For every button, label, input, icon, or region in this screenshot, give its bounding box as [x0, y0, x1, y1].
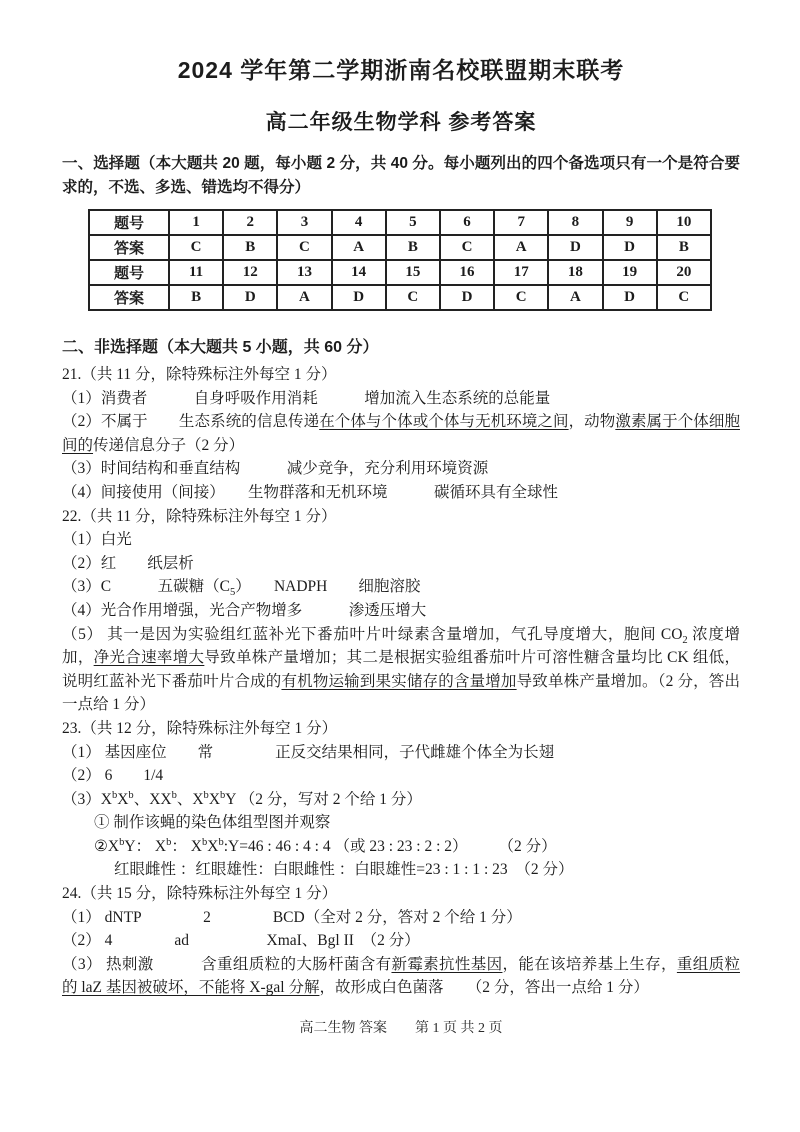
answer-line — [62, 811, 740, 835]
text-segment: b — [111, 789, 118, 801]
text-segment: 24.（共 15 分，除特殊标注外每空 1 分） — [62, 885, 338, 903]
text-segment: （2）红 纸层析 — [62, 554, 194, 572]
text-segment: 、XX — [133, 790, 172, 808]
answer-cell: 4 — [332, 210, 386, 235]
text-segment: X — [117, 790, 129, 808]
answer-line — [62, 929, 740, 953]
answer-line — [62, 410, 740, 457]
text-segment: 2 — [682, 634, 688, 646]
text-segment: （2） 6 1/4 — [62, 767, 164, 785]
answer-cell: A — [332, 235, 386, 260]
text-segment: 23.（共 12 分，除特殊标注外每空 1 分） — [62, 719, 338, 737]
table-row — [89, 260, 711, 285]
text-segment: ） NADPH 细胞溶胶 — [235, 578, 421, 596]
answer-cell: 6 — [440, 210, 494, 235]
answer-cell: 1 — [169, 210, 223, 235]
answer-cell: B — [386, 235, 440, 260]
text-segment: （1）白光 — [62, 531, 132, 549]
answer-cell: B — [223, 235, 277, 260]
answer-cell: D — [223, 285, 277, 310]
answer-table-body — [89, 210, 711, 310]
text-segment: （2） 4 ad XmaI、Bgl II （2 分） — [62, 932, 420, 950]
answer-cell: 11 — [169, 260, 223, 285]
text-segment: （3）C 五碳糖（C — [62, 578, 230, 596]
answer-line — [62, 599, 740, 623]
answer-line — [62, 764, 740, 788]
answer-cell: 20 — [657, 260, 711, 285]
answer-cell: C — [494, 285, 548, 310]
page-footer: 高二生物 答案 第 1 页 共 2 页 — [299, 1021, 503, 1037]
answer-cell: D — [603, 235, 657, 260]
text-segment: ： X — [171, 837, 202, 855]
answer-line — [62, 481, 740, 505]
answers-body — [62, 363, 740, 1000]
text-segment: ① 制作该蝇的染色体组型图并观察 — [94, 814, 331, 832]
answer-line — [62, 363, 740, 387]
answer-cell: 3 — [277, 210, 331, 235]
text-segment: b — [203, 789, 209, 801]
text-segment: （1） 基因座位 常 正反交结果相同，子代雌雄个体全为长翅 — [62, 743, 555, 761]
answer-cell: 2 — [223, 210, 277, 235]
answer-cell: B — [657, 235, 711, 260]
answer-cell: C — [386, 285, 440, 310]
text-segment: （1）消费者 自身呼吸作用消耗 增加流入生态系统的总能量 — [62, 389, 551, 407]
text-segment: b — [218, 836, 224, 848]
text-segment: ，动物 — [568, 413, 616, 431]
page-title: 2024 学年第二学期浙南名校联盟期末联考 — [177, 57, 625, 83]
underlined-text: 在个体与个体或个体与无机环境之间 — [319, 413, 569, 431]
answer-cell: 19 — [603, 260, 657, 285]
text-segment: （3）X — [62, 790, 112, 808]
text-segment: b — [166, 836, 172, 848]
text-segment: 浓度增加， — [62, 625, 740, 667]
answer-cell: 10 — [657, 210, 711, 235]
text-segment: （5） 其一是因为实验组红蓝补光下番茄叶片叶绿素含量增加，气孔导度增大，胞间 CO — [62, 625, 683, 643]
underlined-text: 新霉素抗性基因 — [391, 955, 503, 973]
text-segment: Y （2 分，写对 2 个给 1 分） — [225, 790, 422, 808]
text-segment: （1） dNTP 2 BCD（全对 2 分，答对 2 个给 1 分） — [62, 908, 522, 926]
answer-cell: A — [277, 285, 331, 310]
answer-line — [62, 387, 740, 411]
row-label-cell: 答案 — [89, 235, 169, 260]
text-segment: （4）光合作用增强，光合产物增多 渗透压增大 — [62, 601, 427, 619]
answer-line — [62, 906, 740, 930]
text-segment: ，故形成白色菌落 （2 分，答出一点给 1 分） — [319, 979, 649, 997]
answer-cell: D — [332, 285, 386, 310]
answer-line — [62, 717, 740, 741]
answer-cell: 7 — [494, 210, 548, 235]
answer-line — [62, 858, 740, 882]
answer-line — [62, 457, 740, 481]
answer-line — [62, 575, 740, 599]
text-segment: （3）时间结构和垂直结构 减少竞争，充分利用环境资源 — [62, 460, 489, 478]
page-subtitle: 高二年级生物学科 参考答案 — [265, 111, 537, 134]
answer-cell: 16 — [440, 260, 494, 285]
answer-cell: D — [440, 285, 494, 310]
text-segment: （4）间接使用（间接） 生物群落和无机环境 碳循环具有全球性 — [62, 483, 559, 501]
answer-cell: 17 — [494, 260, 548, 285]
text-segment: X — [208, 790, 221, 808]
text-segment: 22.（共 11 分，除特殊标注外每空 1 分） — [62, 507, 337, 525]
answer-cell: 8 — [548, 210, 602, 235]
text-segment: 导致单株产量增加。（2 分，答出一点给 1 分） — [62, 672, 740, 714]
text-segment: 21.（共 11 分，除特殊标注外每空 1 分） — [62, 366, 337, 383]
table-row — [89, 235, 711, 260]
answer-cell: A — [494, 235, 548, 260]
text-segment: b — [171, 789, 177, 801]
text-segment: X — [207, 837, 219, 855]
answer-line — [62, 882, 740, 906]
answer-cell: 12 — [223, 260, 277, 285]
answer-cell: C — [657, 285, 711, 310]
text-segment: 5 — [229, 587, 236, 599]
answer-cell: C — [277, 235, 331, 260]
answer-cell: A — [548, 285, 602, 310]
text-segment: 导致单株产量增加；其二是根据实验组番茄叶片可溶性糖含量均比 CK 组低，说明红蓝补光下番茄叶片合成的 — [62, 649, 740, 690]
answer-cell: 18 — [548, 260, 602, 285]
text-segment: 、X — [176, 790, 204, 808]
text-segment: b — [128, 789, 134, 801]
answer-line — [62, 552, 740, 576]
text-segment: （2）不属于 生态系统的信息传递 — [62, 413, 320, 431]
answer-line — [62, 505, 740, 529]
text-segment: 传递信息分子（2 分） — [93, 436, 245, 454]
answer-table — [88, 209, 712, 311]
answer-cell: C — [440, 235, 494, 260]
answer-cell: C — [169, 235, 223, 260]
answer-cell: 14 — [332, 260, 386, 285]
text-segment: ，能在该培养基上生存， — [502, 955, 677, 973]
answer-line — [62, 741, 740, 765]
answer-cell: 5 — [386, 210, 440, 235]
answer-cell: 13 — [277, 260, 331, 285]
answer-line — [62, 788, 740, 812]
underlined-text: 有机物运输到果实储存的含量增加 — [281, 672, 517, 690]
table-row — [89, 210, 711, 235]
answer-cell: 15 — [386, 260, 440, 285]
answer-cell: D — [603, 285, 657, 310]
text-segment: b — [201, 836, 208, 848]
text-segment: （3） 热刺激 含重组质粒的大肠杆菌含有 — [62, 955, 392, 973]
answer-cell: D — [548, 235, 602, 260]
text-segment: ②X — [94, 837, 120, 855]
text-segment: b — [119, 836, 125, 848]
underlined-text: 重组质粒的 laZ 基因被破坏，不能将 X-gal 分解 — [62, 955, 740, 997]
text-segment: b — [220, 789, 226, 801]
row-label-cell: 答案 — [89, 285, 169, 310]
answer-cell: 9 — [603, 210, 657, 235]
text-segment: :Y=46 : 46 : 4 : 4 （或 23 : 23 : 2 : 2） （2 分） — [223, 837, 557, 855]
text-segment: 红眼雌性 ：红眼雄性：白眼雌性 ：白眼雄性=23 : 1 : 1 : 23 （2 分） — [114, 861, 574, 879]
underlined-text: 净光合速率增大 — [93, 649, 205, 667]
section2-heading: 二、非选择题（本大题共 5 小题，共 60 分） — [62, 339, 379, 356]
underlined-text: 激素属于个体细胞间的 — [62, 413, 740, 454]
answer-line — [62, 528, 740, 552]
table-row — [89, 285, 711, 310]
text-segment: Y： X — [124, 837, 167, 855]
answer-line — [62, 623, 740, 717]
answer-cell: B — [169, 285, 223, 310]
answer-line — [62, 835, 740, 859]
row-label-cell: 题号 — [89, 210, 169, 235]
answer-line — [62, 953, 740, 1000]
section1-heading: 一、选择题（本大题共 20 题，每小题 2 分，共 40 分。每小题列出的四个备选项只有一个是符合要求的，不选、多选、错选均不得分） — [62, 155, 740, 196]
row-label-cell: 题号 — [89, 260, 169, 285]
